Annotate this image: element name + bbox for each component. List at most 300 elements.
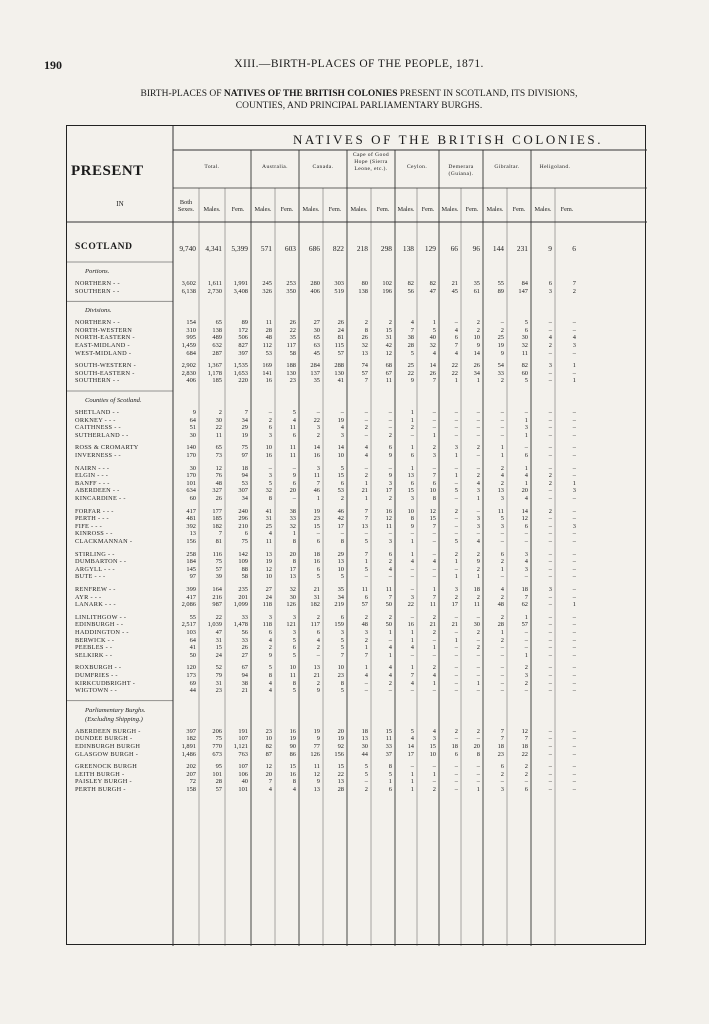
cell-value: 1 [388,778,392,786]
cell-value: 12 [385,349,392,357]
cell-value: 129 [424,244,436,253]
cell-value: 56 [407,287,414,295]
cell-value: 8 [432,495,436,502]
cell-value: 3 [476,515,480,523]
cell-value: 3 [548,287,552,295]
cell-value: – [454,479,458,487]
cell-value: 34 [241,416,248,424]
cell-value: 55 [497,280,504,287]
cell-value: 4 [524,558,528,566]
cell-value: 15 [337,763,344,771]
cell-value: 287 [212,349,222,357]
cell-value: 2 [410,424,414,432]
cell-value: – [432,538,436,545]
cell-value: 53 [265,349,272,357]
cell-value: 30 [189,431,196,439]
cell-value: – [572,431,576,439]
cell-value: 28 [407,342,414,349]
cell-value: 6 [524,326,528,334]
cell-value: – [454,319,458,327]
cell-value: 169 [262,362,272,370]
cell-value: 172 [238,326,248,334]
cell-value: 35 [289,334,296,342]
column-subhead: Fem. [465,206,479,213]
cell-value: 4 [432,558,436,566]
cell-value: 21 [451,280,458,287]
column-subhead: Males. [486,206,504,213]
row-label: HADDINGTON - - [75,629,129,636]
cell-value: 16 [289,770,296,778]
cell-value: – [572,778,576,786]
cell-value: 2 [364,786,368,793]
cell-value: 29 [241,424,248,432]
cell-value: – [432,530,436,538]
cell-value: – [548,487,552,495]
cell-value: – [524,444,528,452]
cell-value: 97 [241,452,248,459]
cell-value: – [476,431,480,439]
cell-value: – [572,369,576,377]
cell-value: 63 [313,342,320,349]
cell-value: 8 [340,538,344,545]
cell-value: 13 [497,487,504,495]
cell-value: 2 [476,565,480,573]
cell-value: 5 [410,727,414,735]
row-label: NAIRN - - - [75,464,110,472]
cell-value: 31 [313,593,320,601]
cell-value: 1 [500,629,504,636]
cell-value: 1 [572,601,576,609]
cell-value: 112 [262,342,272,349]
cell-value: – [432,464,436,472]
cell-value: 50 [385,601,392,609]
cell-value: 2,086 [181,601,196,609]
cell-value: 9 [410,522,414,530]
cell-value: 57 [361,369,368,377]
row-label: FIFE - - - [75,522,102,530]
cell-value: 48 [215,479,222,487]
cell-value: 1,611 [207,280,222,287]
cell-value: 147 [518,287,528,295]
cell-value: 4 [524,472,528,480]
cell-value: 3,408 [233,287,248,295]
cell-value: 2 [432,613,436,621]
cell-value: 16 [289,727,296,735]
column-subhead: Fem. [512,206,526,213]
cell-value: 8 [268,672,272,679]
cell-value: 11 [385,522,392,530]
cell-value: 84 [521,280,528,287]
cell-value: – [410,613,414,621]
cell-value: 15 [407,487,414,495]
cell-value: – [572,750,576,758]
cell-value: 1 [410,770,414,778]
cell-value: 6 [268,424,272,432]
cell-value: 6 [524,522,528,530]
cell-value: 2 [388,495,392,502]
cell-value: 1 [410,550,414,558]
row-label: SCOTLAND [75,242,133,252]
cell-value: 12 [385,515,392,523]
cell-value: – [476,530,480,538]
cell-value: – [524,538,528,545]
cell-value: 21 [451,621,458,629]
cell-value: 1,653 [233,369,248,377]
cell-value: 7 [524,735,528,743]
cell-value: 18 [521,586,528,593]
cell-value: – [500,416,504,424]
cell-value: 2 [476,727,480,735]
cell-value: 16 [407,621,414,629]
cell-value: 303 [334,280,344,287]
cell-value: 7 [432,472,436,480]
cell-value: 30 [473,621,480,629]
cell-value: 23 [289,377,296,385]
cell-value: 7 [364,515,368,523]
cell-value: 6 [292,479,296,487]
cell-value: 76 [215,472,222,480]
cell-value: 4 [548,334,552,342]
cell-value: 2 [500,377,504,385]
cell-value: 7 [388,593,392,601]
row-label: KINCARDINE - - [75,495,126,502]
cell-value: 2 [500,558,504,566]
cell-value: 88 [241,565,248,573]
cell-value: 1 [454,636,458,644]
cell-value: 235 [238,586,248,593]
cell-value: 3 [476,487,480,495]
cell-value: 8 [410,515,414,523]
row-label: WEST-MIDLAND - [75,349,132,357]
cell-value: 2 [218,409,222,416]
cell-value: 2 [364,424,368,432]
cell-value: 64 [189,636,196,644]
cell-value: 32 [289,522,296,530]
cell-value: 137 [310,369,320,377]
cell-value: 38 [407,334,414,342]
cell-value: – [572,409,576,416]
cell-value: 11 [385,377,392,385]
cell-value: – [500,672,504,679]
column-subhead: Fem. [560,206,574,213]
cell-value: 9 [500,349,504,357]
cell-value: 13 [289,573,296,581]
cell-value: 11 [289,672,296,679]
cell-value: 298 [380,244,392,253]
row-label: NORTH-WESTERN [75,326,133,334]
cell-value: 12 [265,565,272,573]
cell-value: – [500,424,504,432]
cell-value: 20 [337,727,344,735]
cell-value: 1 [476,679,480,687]
cell-value: – [432,778,436,786]
cell-value: 30 [215,416,222,424]
cell-value: 18 [361,727,368,735]
cell-value: 57 [361,601,368,609]
cell-value: 19 [265,558,272,566]
cell-value: 46 [313,487,320,495]
cell-value: 117 [286,342,296,349]
cell-value: – [476,636,480,644]
cell-value: 31 [265,515,272,523]
cell-value: 5 [268,664,272,672]
cell-value: 1,535 [233,362,248,370]
cell-value: 4 [410,319,414,327]
row-label: PAISLEY BURGH - [75,778,132,786]
cell-value: 61 [473,287,480,295]
cell-value: 4 [340,424,344,432]
cell-value: 4 [388,672,392,679]
cell-value: 571 [260,244,272,253]
cell-value: – [364,431,368,439]
row-label: SUTHERLAND - - [75,431,129,439]
cell-value: – [524,636,528,644]
cell-value: 296 [238,515,248,523]
row-label: BUTE - - - [75,573,106,581]
cell-value: 3 [432,452,436,459]
cell-value: – [454,565,458,573]
cell-value: 13 [337,558,344,566]
cell-value: – [572,319,576,327]
cell-value: – [524,573,528,581]
column-subhead: Both Sexes. [177,199,195,213]
cell-value: 2 [476,593,480,601]
cell-value: 33 [241,613,248,621]
cell-value: – [388,424,392,432]
cell-value: 26 [241,644,248,652]
cell-value: 2 [476,319,480,327]
section-label: Counties of Scotland. [85,397,142,404]
cell-value: 138 [212,326,222,334]
cell-value: 17 [385,487,392,495]
cell-value: 5 [364,565,368,573]
cell-value: 34 [241,495,248,502]
cell-value: 3 [524,424,528,432]
cell-value: – [410,687,414,695]
cell-value: 5 [340,687,344,695]
cell-value: – [432,636,436,644]
cell-value: 1 [410,409,414,416]
cell-value: 24 [265,593,272,601]
cell-value: 5 [388,770,392,778]
row-label: WIGTOWN - - [75,687,118,695]
cell-value: 48 [265,334,272,342]
row-label: STIRLING - - [75,550,115,558]
cell-value: 206 [212,727,222,735]
cell-value: – [572,743,576,750]
cell-value: 19 [241,431,248,439]
cell-value: 19 [313,507,320,515]
cell-value: 23 [313,515,320,523]
cell-value: – [572,416,576,424]
cell-value: 5 [340,573,344,581]
cell-value: 6 [316,565,320,573]
cell-value: 5 [316,573,320,581]
subtitle-bold: NATIVES OF THE BRITISH COLONIES [223,89,398,99]
cell-value: 8 [364,326,368,334]
cell-value: 2 [388,319,392,327]
cell-value: 182 [186,735,196,743]
cell-value: 12 [429,507,436,515]
cell-value: 2,902 [181,362,196,370]
cell-value: 2 [476,444,480,452]
row-label: INVERNESS - - [75,452,121,459]
cell-value: 3 [500,522,504,530]
cell-value: – [454,613,458,621]
cell-value: – [268,409,272,416]
row-label: GLASGOW BURGH - [75,750,139,758]
cell-value: 288 [334,362,344,370]
cell-value: 28 [265,326,272,334]
cell-value: 9 [476,342,480,349]
cell-value: 1 [572,377,576,385]
cell-value: 2 [476,550,480,558]
column-subhead: Fem. [231,206,245,213]
cell-value: – [476,763,480,771]
cell-value: – [572,507,576,515]
cell-value: 62 [521,601,528,609]
cell-value: 1 [454,452,458,459]
cell-value: – [572,672,576,679]
cell-value: 6 [524,786,528,793]
cell-value: 3 [410,593,414,601]
cell-value: 5 [524,377,528,385]
cell-value: – [548,550,552,558]
cell-value: 3 [524,565,528,573]
cell-value: 32 [429,342,436,349]
cell-value: 86 [289,750,296,758]
cell-value: 10 [289,664,296,672]
cell-value: – [548,515,552,523]
cell-value: – [548,377,552,385]
cell-value: 26 [361,334,368,342]
cell-value: 15 [429,743,436,750]
cell-value: 7 [524,593,528,601]
row-label: ABERDEEN - - [75,487,120,495]
cell-value: 188 [286,362,296,370]
cell-value: 47 [215,629,222,636]
cell-value: 82 [407,280,414,287]
cell-value: 107 [238,763,248,771]
cell-value: 210 [238,522,248,530]
cell-value: 66 [450,244,458,253]
cell-value: 21 [313,586,320,593]
cell-value: 31 [215,679,222,687]
cell-value: 2 [476,644,480,652]
cell-value: 15 [385,326,392,334]
cell-value: 34 [473,369,480,377]
row-label: SOUTH-WESTERN - [75,362,136,370]
cell-value: 15 [385,727,392,735]
cell-value: 10 [407,507,414,515]
cell-value: 20 [289,550,296,558]
cell-value: 1 [364,479,368,487]
cell-value: 4 [454,326,458,334]
cell-value: 126 [286,601,296,609]
cell-value: 2 [316,644,320,652]
cell-value: 1 [388,629,392,636]
cell-value: 10 [473,334,480,342]
cell-value: 17 [289,565,296,573]
cell-value: 44 [361,750,368,758]
cell-value: 7 [218,530,222,538]
row-label: ABERDEEN BURGH - [75,727,141,735]
cell-value: 1 [476,573,480,581]
cell-value: – [572,613,576,621]
cell-value: 25 [265,522,272,530]
cell-value: – [340,409,344,416]
cell-value: 48 [361,621,368,629]
cell-value: – [432,409,436,416]
cell-value: 6 [410,479,414,487]
cell-value: 58 [289,349,296,357]
cell-value: 207 [186,770,196,778]
cell-value: 1 [410,538,414,545]
cell-value: 159 [334,621,344,629]
cell-value: 7 [432,377,436,385]
cell-value: – [454,409,458,416]
cell-value: 2 [388,431,392,439]
cell-value: – [548,629,552,636]
cell-value: 634 [186,487,196,495]
cell-value: – [316,530,320,538]
cell-value: 8 [340,679,344,687]
cell-value: 95 [215,763,222,771]
row-label: PEEBLES - - [75,644,113,652]
column-subhead: Fem. [421,206,435,213]
cell-value: 1 [500,444,504,452]
cell-value: 4 [364,672,368,679]
cell-value: 46 [337,507,344,515]
cell-value: 28 [337,786,344,793]
row-label: ROXBURGH - - [75,664,122,672]
cell-value: 18 [241,464,248,472]
cell-value: 3 [524,550,528,558]
cell-value: 327 [212,487,222,495]
cell-value: 11 [385,735,392,743]
cell-value: 21 [241,687,248,695]
cell-value: 18 [473,586,480,593]
cell-value: 6 [316,629,320,636]
cell-value: – [432,573,436,581]
cell-value: – [454,629,458,636]
cell-value: 350 [286,287,296,295]
cell-value: 219 [334,601,344,609]
column-subhead: Males. [397,206,415,213]
cell-value: 1 [410,444,414,452]
cell-value: 5 [500,515,504,523]
cell-value: 57 [215,565,222,573]
table-subtitle [44,88,674,112]
cell-value: 5 [524,319,528,327]
cell-value: 3 [500,786,504,793]
cell-value: – [548,349,552,357]
cell-value: 519 [334,287,344,295]
cell-value: – [316,409,320,416]
cell-value: – [388,416,392,424]
cell-value: 1 [410,464,414,472]
cell-value: 10 [265,444,272,452]
cell-value: 9 [476,558,480,566]
in-label: IN [116,200,124,208]
cell-value: – [548,452,552,459]
cell-value: 65 [215,319,222,327]
row-label: NORTH-EASTERN - [75,334,135,342]
cell-value: – [500,651,504,659]
cell-value: 79 [215,672,222,679]
cell-value: – [388,636,392,644]
cell-value: 64 [189,416,196,424]
